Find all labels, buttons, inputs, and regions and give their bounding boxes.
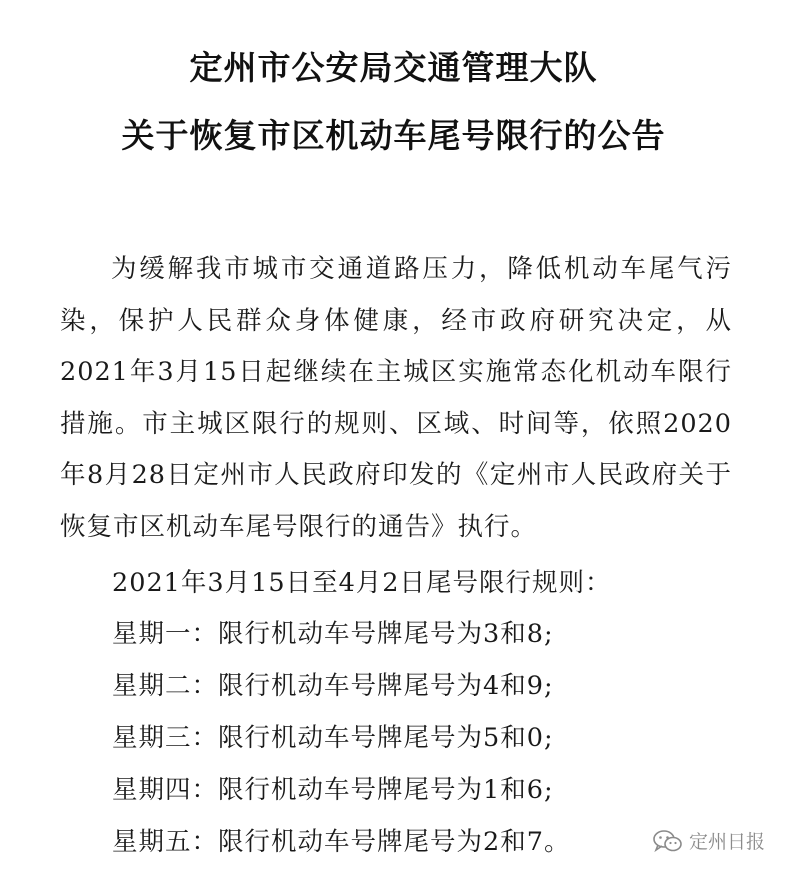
rule-day: 星期五：	[112, 827, 219, 857]
body-paragraph: 为缓解我市城市交通道路压力，降低机动车尾气污染，保护人民群众身体健康，经市政府研究决定，从2021年3月15日起继续在主城区实施常态化机动车限行措施。市主城区限行的规则、区域、时间等，依照2020年8月28日定州市人民政府印发的《定州市人民政府关于恢复市区机动车尾号限行的通告》执行。	[60, 254, 732, 542]
rules-heading: 2021年3月15日至4月2日尾号限行规则：	[112, 568, 612, 598]
document-title-line2: 关于恢复市区机动车尾号限行的公告	[121, 116, 666, 155]
rule-text: 限行机动车号牌尾号为1和6;	[218, 775, 554, 805]
rule-text: 限行机动车号牌尾号为4和9;	[218, 671, 554, 701]
rule-text: 限行机动车号牌尾号为3和8;	[218, 619, 554, 649]
wechat-icon	[653, 829, 683, 853]
rule-day: 星期四：	[112, 775, 219, 805]
rule-text: 限行机动车号牌尾号为2和7。	[218, 827, 571, 857]
rule-item	[112, 770, 554, 806]
rule-day: 星期二：	[112, 671, 219, 701]
rule-day: 星期一：	[112, 619, 219, 649]
rule-item	[112, 718, 554, 754]
rule-item	[112, 822, 570, 858]
rule-text: 限行机动车号牌尾号为5和0;	[218, 723, 554, 753]
watermark-text: 定州日报	[688, 831, 765, 853]
rule-item	[112, 666, 554, 702]
rule-day: 星期三：	[112, 723, 219, 753]
watermark	[653, 827, 765, 854]
document-title-line1: 定州市公安局交通管理大队	[189, 48, 598, 87]
rule-item	[112, 614, 554, 650]
